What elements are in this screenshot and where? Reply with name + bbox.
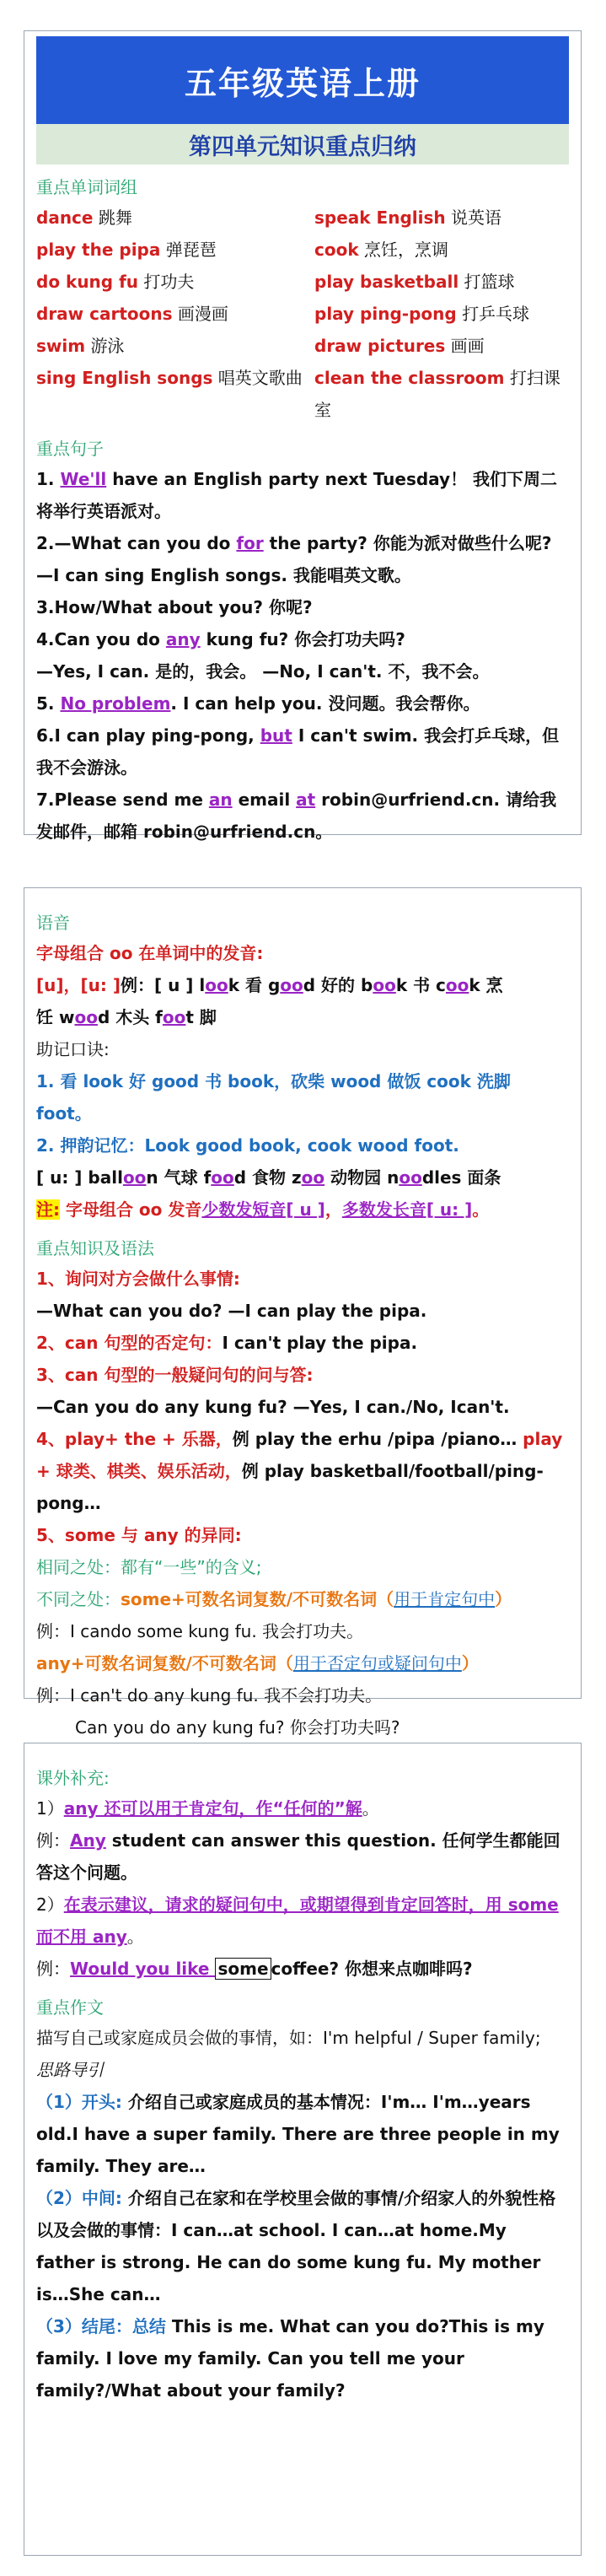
vocab-row: [36, 266, 569, 298]
grammar-5: 5、some 与 any 的异同:: [36, 1525, 242, 1545]
extra-2: 2）在表示建议，请求的疑问句中，或期望得到肯定回答时，用 some 而不用 any。: [36, 1894, 559, 1947]
sentence-6: 6.I can play ping-pong, but I can't swim. 我会打乒乓球，但我不会游泳。: [36, 725, 560, 778]
vocab-cn: 游泳: [90, 336, 125, 356]
any-example-2: Can you do any kung fu? 你会打功夫吗?: [75, 1717, 400, 1738]
vocab-list: [36, 202, 569, 426]
page-title: 五年级英语上册: [36, 36, 569, 124]
vocab-cn: 打功夫: [143, 272, 195, 292]
vocab-en: do kung fu: [36, 272, 139, 292]
composition-heading: 重点作文: [36, 1997, 104, 2018]
oo-long-examples: [ u: ] balloon 气球 food 食物 zoo 动物园 noodles 面条: [36, 1167, 501, 1188]
grammar-1-example: —What can you do? —I can play the pipa.: [36, 1301, 427, 1321]
sentence-4-answer: —Yes, I can. 是的，我会。 —No, I can't. 不，我不会。: [36, 661, 490, 682]
mnemonic-label: 助记口诀:: [36, 1039, 110, 1059]
sentence-2-answer: —I can sing English songs. 我能唱英文歌。: [36, 565, 411, 585]
vocab-row: [36, 298, 569, 330]
vocab-en: speak English: [314, 207, 446, 228]
sentence-1: 1. We'll have an English party next Tuesday！ 我们下周二将举行英语派对。: [36, 469, 558, 521]
extra-2-example: 例：Would you like some coffee? 你想来点咖啡吗?: [36, 1959, 473, 1979]
composition-part-3: （3）结尾：总结 This is me. What can you do?This is my family. I love my family. Can you tell me your family?/What about your family?: [36, 2316, 544, 2401]
vocab-cn: 打扫课室: [314, 368, 560, 420]
sentence-7: 7.Please send me an email at robin@urfriend.cn. 请给我发邮件，邮箱 robin@urfriend.cn。: [36, 790, 557, 842]
composition-part-1: （1）开头: 介绍自己或家庭成员的基本情况：I'm… I'm…years old.I have a super family. There are three people in my family. They are…: [36, 2092, 560, 2176]
grammar-2: 2、can 句型的否定句：I can't play the pipa.: [36, 1333, 418, 1353]
composition-intro: 描写自己或家庭成员会做的事情，如：I'm helpful / Super family;: [36, 2028, 541, 2048]
vocab-cn: 弹琵琶: [165, 240, 217, 260]
oo-note: 注: 字母组合 oo 发音少数发短音[ u ]，多数发长音[ u: ]。: [36, 1199, 490, 1220]
vocab-cn: 唱英文歌曲: [217, 368, 303, 388]
extra-heading: 课外补充:: [36, 1768, 110, 1788]
mnemonic-1: 1. 看 look 好 good 书 book，砍柴 wood 做饭 cook 洗脚 foot。: [36, 1071, 511, 1124]
sentences-heading: 重点句子: [36, 439, 104, 459]
sentence-4: 4.Can you do any kung fu? 你会打功夫吗?: [36, 629, 405, 649]
some-any-diff: 不同之处：some+可数名词复数/不可数名词（用于肯定句中）: [36, 1589, 512, 1609]
extra-1-example: 例：Any student can answer this question. 任何学生都能回答这个问题。: [36, 1830, 560, 1883]
vocab-en: play the pipa: [36, 240, 161, 260]
extra-1: 1）any 还可以用于肯定句，作“任何的”解。: [36, 1798, 379, 1819]
some-example: 例：I cando some kung fu. 我会打功夫。: [36, 1621, 364, 1641]
vocab-cn: 说英语: [450, 207, 501, 228]
card-unit4-summary: [24, 30, 582, 842]
vocab-cn: 画漫画: [177, 304, 228, 324]
vocab-cn: 打篮球: [464, 272, 515, 292]
vocab-en: draw pictures: [314, 336, 446, 356]
grammar-heading: 重点知识及语法: [36, 1238, 154, 1258]
page-subtitle: 第四单元知识重点归纳: [36, 124, 569, 164]
vocab-cn: 画画: [450, 336, 485, 356]
some-any-same: 相同之处：都有“一些”的含义;: [36, 1557, 262, 1577]
sentence-2: 2.—What can you do for the party? 你能为派对做些什么呢?: [36, 533, 552, 553]
vocab-row: [36, 362, 569, 426]
grammar-3: 3、can 句型的一般疑问句的问与答:: [36, 1365, 314, 1385]
vocab-en: clean the classroom: [314, 368, 505, 388]
composition-part-2: （2）中间: 介绍自己在家和在学校里会做的事情/介绍家人的外貌性格以及会做的事情：I can…at school. I can…at home.My father is strong. He can do some kung fu. My mother is…She can…: [36, 2188, 556, 2304]
vocab-en: play basketball: [314, 272, 459, 292]
vocab-en: sing English songs: [36, 368, 213, 388]
vocab-row: [36, 330, 569, 362]
card-phonics-grammar: [24, 887, 582, 1738]
vocab-cn: 烹饪，烹调: [364, 240, 448, 260]
grammar-3-example: —Can you do any kung fu? —Yes, I can./No, Ican't.: [36, 1397, 510, 1417]
vocab-row: [36, 202, 569, 234]
oo-examples-2: 饪 wood 木头 foot 脚: [36, 1007, 217, 1027]
sentence-5: 5. No problem. I can help you. 没问题。我会帮你。: [36, 693, 480, 714]
phonics-heading: 语音: [36, 913, 70, 933]
vocab-cn: 跳舞: [98, 207, 132, 228]
any-rule: any+可数名词复数/不可数名词（用于否定句或疑问句中）: [36, 1653, 479, 1673]
card-extra-composition: [24, 1743, 582, 2556]
vocab-heading: 重点单词词组: [36, 177, 137, 197]
vocab-en: dance: [36, 207, 94, 228]
vocab-en: draw cartoons: [36, 304, 173, 324]
guide-label: 思路导引: [36, 2060, 104, 2080]
vocab-en: swim: [36, 336, 86, 356]
vocab-en: cook: [314, 240, 359, 260]
grammar-1: 1、询问对方会做什么事情:: [36, 1269, 240, 1289]
oo-examples-1: [u]，[u: ]例：[ u ] look 看 good 好的 book 书 cook 烹: [36, 975, 503, 995]
mnemonic-2: 2. 押韵记忆：Look good book, cook wood foot.: [36, 1135, 459, 1156]
sentence-3: 3.How/What about you? 你呢?: [36, 597, 313, 617]
oo-title: 字母组合 oo 在单词中的发音:: [36, 943, 264, 963]
grammar-4: 4、play+ the + 乐器，例 play the erhu /pipa /piano… play + 球类、棋类、娱乐活动，例 play basketball/football/ping-pong…: [36, 1429, 563, 1513]
vocab-en: play ping-pong: [314, 304, 457, 324]
any-example-1: 例：I can't do any kung fu. 我不会打功夫。: [36, 1685, 383, 1706]
vocab-row: [36, 234, 569, 266]
vocab-cn: 打乒乓球: [462, 304, 530, 324]
